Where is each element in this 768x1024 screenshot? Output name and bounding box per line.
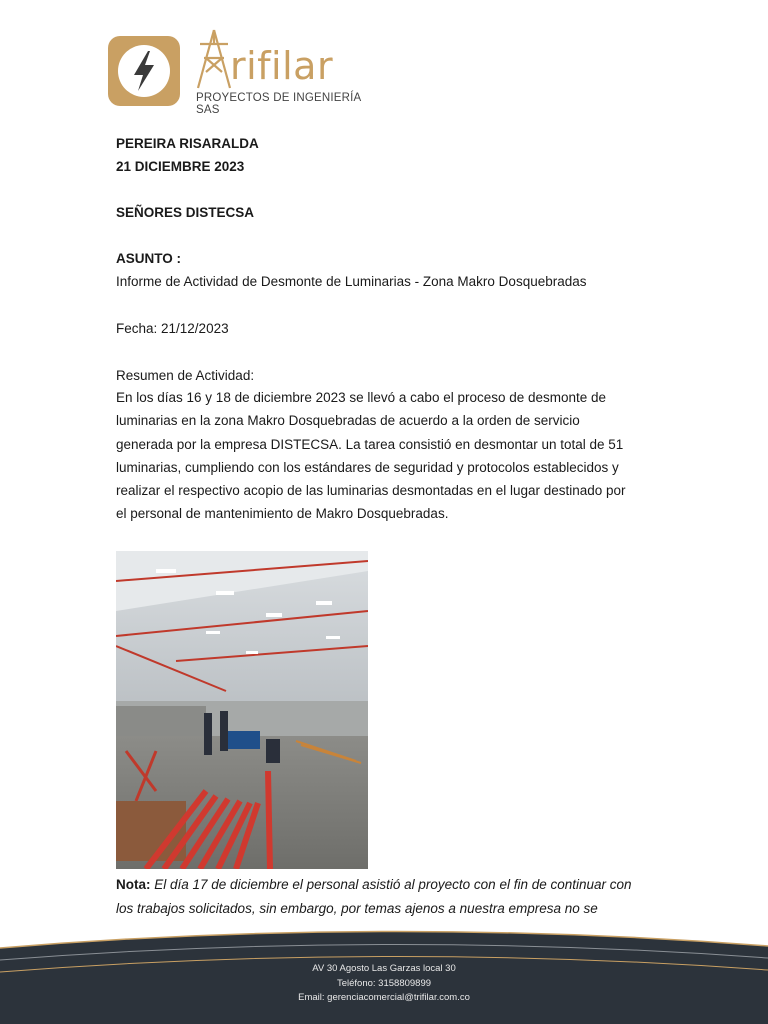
page-footer bbox=[0, 912, 768, 1024]
summary-line: generada por la empresa DISTECSA. La tarea consistió en desmontar un total de 51 bbox=[116, 436, 624, 452]
city-line: PEREIRA RISARALDA bbox=[116, 136, 259, 151]
footer-phone: Teléfono: 3158809899 bbox=[336, 978, 432, 989]
note-line-2: los trabajos solicitados, sin embargo, por temas ajenos a nuestra empresa no se bbox=[116, 900, 598, 916]
summary-line: luminarias, cumpliendo con los estándares de seguridad y protocolos establecidos y bbox=[116, 459, 619, 475]
date-line: 21 DICIEMBRE 2023 bbox=[116, 159, 245, 174]
fecha-line: Fecha: 21/12/2023 bbox=[116, 321, 229, 336]
summary-line: el personal de mantenimiento de Makro Dosquebradas. bbox=[116, 506, 449, 522]
tower-icon bbox=[194, 28, 234, 90]
note-line-1: El día 17 de diciembre el personal asistió al proyecto con el fin de continuar con bbox=[150, 877, 632, 892]
warehouse-photo bbox=[116, 551, 368, 869]
footer-address: AV 30 Agosto Las Garzas local 30 bbox=[312, 963, 456, 974]
recipient-line: SEÑORES DISTECSA bbox=[116, 205, 255, 220]
summary-paragraph bbox=[116, 386, 656, 526]
summary-line: En los días 16 y 18 de diciembre 2023 se llevó a cabo el proceso de desmonte de bbox=[116, 390, 607, 405]
company-logo bbox=[108, 28, 378, 116]
summary-label: Resumen de Actividad: bbox=[116, 368, 255, 383]
summary-line: realizar el respectivo acopio de las luminarias desmontadas en el lugar destinado por bbox=[116, 483, 626, 499]
logo-subtitle: PROYECTOS DE INGENIERÍA SAS bbox=[196, 92, 361, 116]
subject-text: Informe de Actividad de Desmonte de Luminarias - Zona Makro Dosquebradas bbox=[116, 274, 587, 289]
logo-badge bbox=[108, 36, 180, 106]
lightning-icon bbox=[118, 45, 170, 97]
footer-email: Email: gerenciacomercial@trifilar.com.co bbox=[298, 992, 470, 1003]
subject-label: ASUNTO : bbox=[116, 251, 182, 266]
note-label: Nota: bbox=[116, 877, 151, 892]
summary-line: luminarias en la zona Makro Dosquebradas de acuerdo a la orden de servicio bbox=[116, 413, 580, 429]
logo-wordmark: rifilar bbox=[230, 44, 334, 88]
